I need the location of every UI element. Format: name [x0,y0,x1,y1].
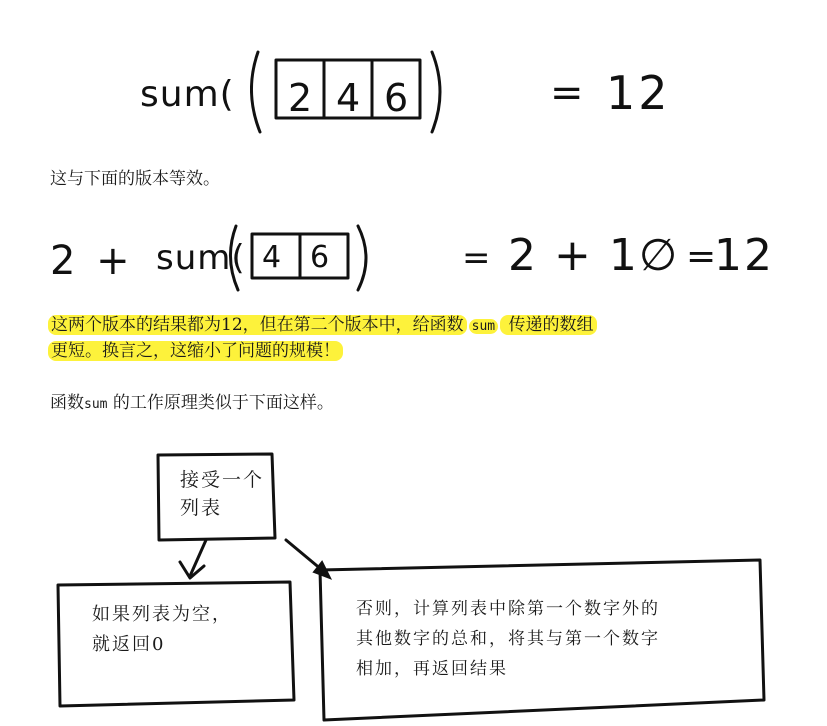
highlight-text-1a: 这两个版本的结果都为12，但在第二个版本中，给函数 [48,315,467,335]
paragraph-highlighted [48,313,597,365]
top-box-line-1: 接受一个 [180,469,265,491]
code-sum-highlight: sum [469,319,498,334]
paragraph-how-sum-works [50,391,334,417]
formula2-cell-0: 4 [262,240,282,275]
formula2-result: 12 [714,230,774,281]
para3-text-b: 的工作原理类似于下面这样。 [107,393,334,413]
arrow-to-right-box-icon [286,540,322,570]
formula2-equals-1: = [462,238,491,278]
formula-sum-246 [140,38,700,138]
right-box-line-1: 否则，计算列表中除第一个数字外的 [356,599,660,619]
formula2-array-icon [228,222,378,294]
highlight-text-2: 更短。换言之，这缩小了问题的规模！ [48,341,343,361]
left-box-line-2: 就返回0 [92,634,166,655]
formula1-result: 12 [606,66,671,120]
para3-text-a: 函数 [50,393,84,413]
paragraph-highlighted-line-1 [48,313,597,339]
formula2-expression: 2 + 1∅ [508,230,680,281]
left-box-text [92,600,232,660]
formula-2-plus-sum-46 [50,212,790,302]
paragraph-equivalent: 这与下面的版本等效。 [50,169,220,189]
formula1-func: sum( [140,74,235,115]
formula2-prefix: 2 + [50,238,134,284]
right-box-text [356,594,660,684]
right-box-line-2: 其他数字的总和，将其与第一个数字 [356,629,660,649]
right-box-line-3: 相加，再返回结果 [356,659,508,679]
formula2-equals-2: = [686,236,717,277]
paragraph-highlighted-line-2 [48,339,597,365]
code-sum: sum [84,397,108,412]
formula1-cell-1: 4 [336,76,361,120]
formula1-cell-0: 2 [288,76,313,120]
top-box-line-2: 列表 [180,497,223,519]
highlight-text-1b: 传递的数组 [500,315,596,335]
formula2-func: sum( [156,238,246,278]
formula1-equals: = [550,70,584,116]
top-box-text [180,466,264,522]
formula2-cell-1: 6 [310,240,330,275]
left-box-line-1: 如果列表为空， [92,604,232,625]
formula1-cell-2: 6 [384,76,409,120]
